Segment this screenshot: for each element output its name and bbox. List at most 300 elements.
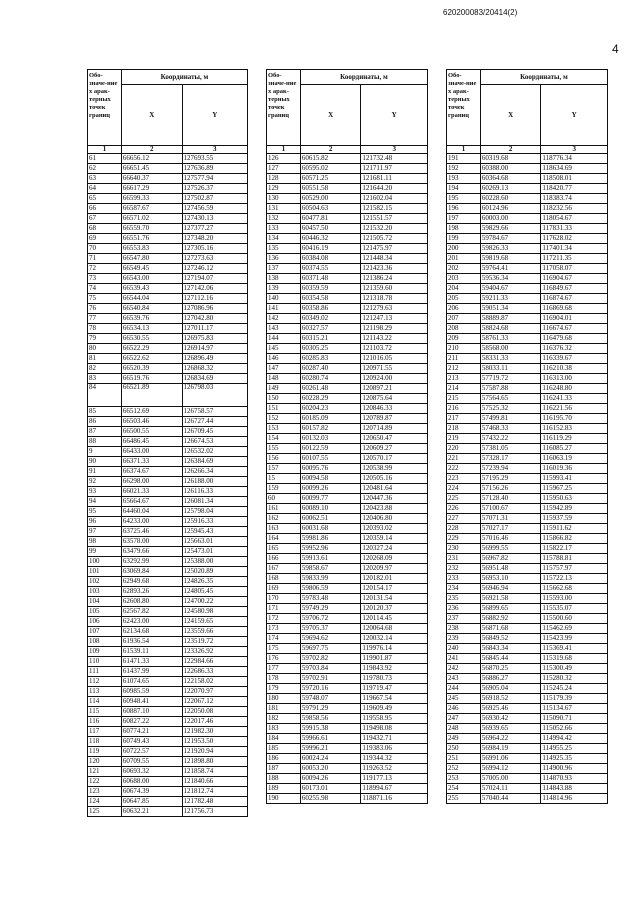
y-value: 121475.97 [361,244,428,254]
x-value: 62423.00 [121,617,182,627]
point-id: 185 [267,744,301,754]
table-row [267,754,428,764]
y-value: 118871.16 [361,794,428,804]
table-row [88,667,248,677]
x-value: 66551.76 [121,234,182,244]
point-id: 183 [267,724,301,734]
table-row [88,717,248,727]
table-row [88,487,248,497]
table-row [88,427,248,437]
x-value: 66522.29 [121,344,182,354]
y-value: 120846.33 [361,404,428,414]
page-number: 4 [612,42,619,56]
y-value: 119780.73 [361,674,428,684]
point-id: 117 [88,727,122,737]
y-value: 122984.66 [182,657,247,667]
point-id: 139 [267,284,301,294]
x-value: 59784.67 [480,234,541,244]
point-id: 227 [447,514,481,524]
x-value: 60477.81 [300,214,361,224]
point-id: 187 [267,764,301,774]
y-value: 117211.35 [541,254,608,264]
y-value: 115319.68 [541,654,608,664]
x-value: 66512.69 [121,407,182,417]
x-value: 66298.00 [121,477,182,487]
y-value: 127305.16 [182,244,247,254]
y-value: 115788.81 [541,554,608,564]
point-id: 86 [88,417,122,427]
table-row [447,234,608,244]
table-row [447,684,608,694]
table-row [447,444,608,454]
x-value: 66500.55 [121,427,182,437]
y-value: 121644.20 [361,184,428,194]
table-row [267,294,428,304]
point-id: 254 [447,784,481,794]
point-id: 61 [88,154,122,164]
table-row [447,324,608,334]
point-id: 201 [447,254,481,264]
x-value: 66519.76 [121,374,182,384]
y-value: 126868.32 [182,364,247,374]
x-value: 60261.48 [300,384,361,394]
y-value: 126798.03 [182,384,247,407]
point-id: 74 [88,284,122,294]
x-value: 62134.68 [121,627,182,637]
table-row [267,304,428,314]
y-header: Y [361,85,428,146]
table-row [447,664,608,674]
point-id: 224 [447,484,481,494]
point-id: 255 [447,794,481,804]
table-row [88,204,248,214]
y-value: 115722.13 [541,574,608,584]
x-value: 61539.11 [121,647,182,657]
x-value: 57156.26 [480,484,541,494]
point-id: 126 [267,154,301,164]
y-value: 119344.32 [361,754,428,764]
table-row [88,587,248,597]
table-row [88,314,248,324]
table-row [447,774,608,784]
table-row [88,244,248,254]
point-id: 204 [447,284,481,294]
table-row [447,374,608,384]
x-value: 60031.68 [300,524,361,534]
point-id: 84 [88,384,122,407]
table-row [267,524,428,534]
x-value: 60416.19 [300,244,361,254]
table-row [267,794,428,804]
y-value: 116063.19 [541,454,608,464]
point-id: 80 [88,344,122,354]
point-id: 68 [88,224,122,234]
table-row [267,774,428,784]
point-id: 60 [267,494,301,504]
y-value: 115866.82 [541,534,608,544]
y-value: 121711.97 [361,164,428,174]
point-id: 176 [267,654,301,664]
table-row [88,294,248,304]
x-value: 58761.33 [480,334,541,344]
point-id: 163 [267,524,301,534]
table-row [447,484,608,494]
point-id: 132 [267,214,301,224]
table-row [88,457,248,467]
x-value: 57564.65 [480,394,541,404]
table-row [447,364,608,374]
y-value: 127086.96 [182,304,247,314]
point-id: 83 [88,374,122,384]
y-value: 115423.99 [541,634,608,644]
x-value: 57239.94 [480,464,541,474]
point-id: 121 [88,767,122,777]
table-row [88,557,248,567]
x-value: 60132.03 [300,434,361,444]
y-value: 121582.15 [361,204,428,214]
x-value: 59211.33 [480,294,541,304]
y-value: 119976.14 [361,644,428,654]
table-row [447,334,608,344]
point-id: 128 [267,174,301,184]
table-row [88,354,248,364]
table-row [447,634,608,644]
point-id: 141 [267,304,301,314]
table-row [88,184,248,194]
x-value: 63479.66 [121,547,182,557]
table-row [447,544,608,554]
x-value: 60827.22 [121,717,182,727]
point-id: 229 [447,534,481,544]
table-row [267,784,428,794]
table-row [447,504,608,514]
point-id: 67 [88,214,122,224]
x-value: 57005.00 [480,774,541,784]
point-id: 157 [267,464,301,474]
x-value: 66587.67 [121,204,182,214]
x-value: 57195.29 [480,474,541,484]
point-id: 151 [267,404,301,414]
y-value: 116674.67 [541,324,608,334]
y-value: 115245.24 [541,684,608,694]
x-value: 56905.04 [480,684,541,694]
y-value: 115500.60 [541,614,608,624]
table-row [88,527,248,537]
table-row [267,734,428,744]
y-value: 126116.33 [182,487,247,497]
y-value: 116479.68 [541,334,608,344]
point-id: 100 [88,557,122,567]
y-value: 126914.97 [182,344,247,354]
x-value: 59705.37 [300,624,361,634]
y-value: 119667.54 [361,694,428,704]
x-value: 56994.12 [480,764,541,774]
x-value: 66559.70 [121,224,182,234]
y-value: 115179.39 [541,694,608,704]
point-id: 162 [267,514,301,524]
x-value: 60089.10 [300,504,361,514]
y-value: 120327.24 [361,544,428,554]
point-id: 97 [88,527,122,537]
point-id: 155 [267,444,301,454]
point-id: 149 [267,384,301,394]
y-value: 116241.33 [541,394,608,404]
table-row [88,324,248,334]
x-value: 60529.00 [300,194,361,204]
y-value: 116904.01 [541,314,608,324]
y-value: 120875.64 [361,394,428,404]
x-value: 60688.00 [121,777,182,787]
y-value: 114955.25 [541,744,608,754]
table-row [267,474,428,484]
point-id: 90 [88,457,122,467]
x-value: 57525.32 [480,404,541,414]
y-value: 122686.33 [182,667,247,677]
column-number: 1 [267,146,301,154]
table-row [447,604,608,614]
table-row [88,567,248,577]
x-value: 61471.33 [121,657,182,667]
x-value: 66521.89 [121,384,182,407]
table-row [88,607,248,617]
table-row [267,644,428,654]
x-value: 60749.43 [121,737,182,747]
y-value: 118420.77 [541,184,608,194]
y-value: 115911.62 [541,524,608,534]
x-value: 59858.67 [300,564,361,574]
point-id: 228 [447,524,481,534]
x-value: 59913.61 [300,554,361,564]
y-value: 116869.68 [541,304,608,314]
point-id: 226 [447,504,481,514]
x-value: 59404.67 [480,284,541,294]
y-value: 115942.89 [541,504,608,514]
x-value: 60551.58 [300,184,361,194]
table-row [267,374,428,384]
table-row [88,447,248,457]
y-value: 117628.02 [541,234,608,244]
point-id: 242 [447,664,481,674]
y-value: 120114.45 [361,614,428,624]
point-id: 91 [88,467,122,477]
y-value: 122017.46 [182,717,247,727]
point-id: 63 [88,174,122,184]
point-id: 115 [88,707,122,717]
y-value: 115822.17 [541,544,608,554]
x-value: 60985.59 [121,687,182,697]
x-value: 60122.59 [300,444,361,454]
table-row [267,704,428,714]
table-row [267,194,428,204]
table-row [88,304,248,314]
y-value: 127430.13 [182,214,247,224]
x-value: 56999.55 [480,544,541,554]
x-value: 60371.48 [300,274,361,284]
point-id: 230 [447,544,481,554]
point-id: 233 [447,574,481,584]
point-id: 161 [267,504,301,514]
table-row [267,624,428,634]
x-value: 57128.40 [480,494,541,504]
point-id: 124 [88,797,122,807]
table-row [267,504,428,514]
point-id: 148 [267,374,301,384]
table-row [447,214,608,224]
table-row [267,244,428,254]
y-value: 124580.98 [182,607,247,617]
x-header: X [121,85,182,146]
y-value: 121858.74 [182,767,247,777]
point-id: 236 [447,604,481,614]
point-id: 213 [447,374,481,384]
point-id: 153 [267,424,301,434]
table-row [447,304,608,314]
y-value: 125916.33 [182,517,247,527]
table-row [447,564,608,574]
y-value: 121782.48 [182,797,247,807]
x-value: 59826.33 [480,244,541,254]
table-row [447,764,608,774]
point-id: 102 [88,577,122,587]
x-value: 60094.58 [300,474,361,484]
table-row [88,517,248,527]
y-value: 114900.96 [541,764,608,774]
table-row [267,364,428,374]
x-value: 61437.99 [121,667,182,677]
point-id: 92 [88,477,122,487]
x-value: 56967.82 [480,554,541,564]
x-value: 66540.84 [121,304,182,314]
table-row [267,534,428,544]
y-value: 121247.13 [361,314,428,324]
point-id: 108 [88,637,122,647]
table-row [88,697,248,707]
table-row [88,214,248,224]
point-id: 93 [88,487,122,497]
y-value: 121318.78 [361,294,428,304]
table-row [267,544,428,554]
x-value: 66617.29 [121,184,182,194]
x-value: 58824.68 [480,324,541,334]
y-value: 121953.50 [182,737,247,747]
x-value: 60287.40 [300,364,361,374]
table-row [88,687,248,697]
point-id: 106 [88,617,122,627]
designation-header: Обо-значе-ние х арак-терных точек границ [267,70,301,146]
point-id: 85 [88,407,122,417]
y-value: 127273.63 [182,254,247,264]
y-value: 120131.54 [361,594,428,604]
table-row [267,234,428,244]
y-value: 126081.34 [182,497,247,507]
point-id: 154 [267,434,301,444]
table-row [447,744,608,754]
point-id: 207 [447,314,481,324]
point-id: 217 [447,414,481,424]
y-value: 119609.49 [361,704,428,714]
y-value: 125388.00 [182,557,247,567]
y-value: 115300.49 [541,664,608,674]
table-row [447,404,608,414]
x-value: 66503.46 [121,417,182,427]
y-value: 119719.47 [361,684,428,694]
y-value: 119432.71 [361,734,428,744]
point-id: 221 [447,454,481,464]
point-id: 104 [88,597,122,607]
point-id: 127 [267,164,301,174]
table-row [447,414,608,424]
point-id: 103 [88,587,122,597]
table-row [88,597,248,607]
point-id: 209 [447,334,481,344]
table-row [88,707,248,717]
document-id: 620200083/20414(2) [443,8,518,17]
table-row [88,507,248,517]
table-row [267,184,428,194]
point-id: 113 [88,687,122,697]
point-id: 181 [267,704,301,714]
table-row [88,537,248,547]
x-value: 66520.39 [121,364,182,374]
point-id: 165 [267,544,301,554]
table-row [267,614,428,624]
y-value: 117401.34 [541,244,608,254]
y-value: 127112.16 [182,294,247,304]
table-row [267,684,428,694]
point-id: 249 [447,734,481,744]
designation-header: Обо-значе-ние х арак-терных точек границ [447,70,481,146]
x-value: 59858.56 [300,714,361,724]
y-value: 116195.70 [541,414,608,424]
coordinates-header: Координаты, м [121,70,247,85]
table-row [447,154,608,164]
x-value: 63292.99 [121,557,182,567]
x-value: 60948.41 [121,697,182,707]
point-id: 246 [447,704,481,714]
y-value: 121016.05 [361,354,428,364]
x-value: 60228.60 [480,194,541,204]
x-value: 56871.68 [480,624,541,634]
point-id: 171 [267,604,301,614]
point-id: 77 [88,314,122,324]
y-value: 120406.80 [361,514,428,524]
x-value: 59051.34 [480,304,541,314]
x-value: 59819.68 [480,254,541,264]
x-value: 58033.11 [480,364,541,374]
x-value: 60446.32 [300,234,361,244]
y-value: 120154.17 [361,584,428,594]
table-row [267,564,428,574]
y-value: 125798.04 [182,507,247,517]
x-value: 60374.55 [300,264,361,274]
table-row [267,174,428,184]
point-id: 244 [447,684,481,694]
y-value: 120897.21 [361,384,428,394]
x-value: 59703.84 [300,664,361,674]
x-value: 66656.12 [121,154,182,164]
point-id: 88 [88,437,122,447]
point-id: 240 [447,644,481,654]
y-value: 127456.59 [182,204,247,214]
y-value: 118232.56 [541,204,608,214]
table-row [447,624,608,634]
table-row [267,164,428,174]
y-value: 127577.94 [182,174,247,184]
point-id: 156 [267,454,301,464]
x-value: 56870.25 [480,664,541,674]
x-value: 57328.17 [480,454,541,464]
point-id: 186 [267,754,301,764]
